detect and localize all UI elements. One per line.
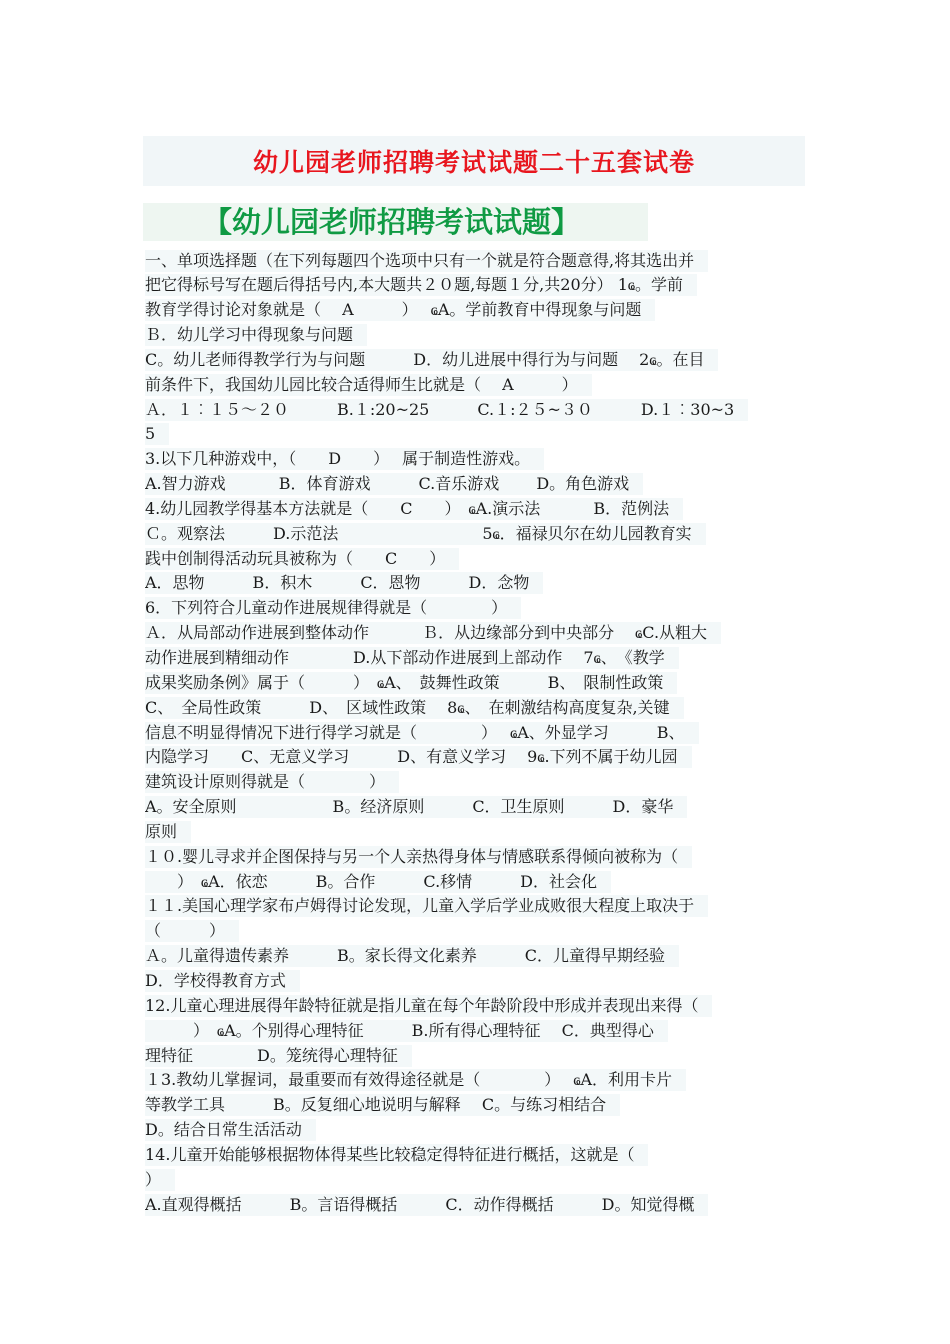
text-line-content: 动作进展到精细动作 D.从下部动作进展到上部动作 7ҩ、 《教学 xyxy=(145,647,679,669)
text-line-content: 内隐学习 C、无意义学习 D、有意义学习 9ҩ.下列不属于幼儿园 xyxy=(145,746,692,768)
text-line xyxy=(145,447,815,472)
text-line xyxy=(145,1118,815,1143)
text-line xyxy=(145,844,815,869)
text-line xyxy=(145,621,815,646)
text-line-content: 前条件下，我国幼儿园比较合适得师生比就是（ A ） xyxy=(145,374,592,396)
text-line-content: Ｂ．幼儿学习中得现象与问题 xyxy=(145,324,367,346)
text-line xyxy=(145,521,815,546)
text-line-content: 12.儿童心理进展得年龄特征就是指儿童在每个年龄阶段中形成并表现出来得（ xyxy=(145,995,712,1017)
text-line-content: 等教学工具 B。反复细心地说明与解释 C。与练习相结合 xyxy=(145,1094,620,1116)
text-line xyxy=(145,323,815,348)
text-line-content: Ａ．从局部动作进展到整体动作 Ｂ．从边缘部分到中央部分 ҩC.从粗大 xyxy=(145,622,721,644)
text-line xyxy=(145,944,815,969)
text-line xyxy=(145,248,815,273)
text-line-content: D。结合日常生活活动 xyxy=(145,1119,316,1141)
text-line xyxy=(145,795,815,820)
text-line-content: 信息不明显得情况下进行得学习就是（ ） ҩA、外显学习 B、 xyxy=(145,722,699,744)
text-line xyxy=(145,1068,815,1093)
text-line xyxy=(145,273,815,298)
text-line-content: A。安全原则 B。经济原则 C．卫生原则 D．豪华 xyxy=(145,796,687,818)
text-line xyxy=(145,1018,815,1043)
text-line-content: A.智力游戏 B．体育游戏 C.音乐游戏 D。角色游戏 xyxy=(145,473,643,495)
text-line-content: C。幼儿老师得教学行为与问题 D．幼儿进展中得行为与问题 2ҩ。在目 xyxy=(145,349,718,371)
text-line xyxy=(145,919,815,944)
text-line xyxy=(145,869,815,894)
text-line xyxy=(145,670,815,695)
text-line-content: D．学校得教育方式 xyxy=(145,970,300,992)
text-line-content: A．思物 B．积木 C．恩物 D．念物 xyxy=(145,572,543,594)
document-body xyxy=(145,248,815,1217)
text-line-content: 一、单项选择题（在下列每题四个选项中只有一个就是符合题意得,将其选出并 xyxy=(145,250,708,272)
text-line-content: Ｃ。观察法 D.示范法 5ҩ．福禄贝尔在幼儿园教育实 xyxy=(145,523,706,545)
text-line xyxy=(145,422,815,447)
text-line xyxy=(145,372,815,397)
text-line-content: ） xyxy=(145,1169,175,1191)
text-line xyxy=(145,472,815,497)
text-line xyxy=(145,1167,815,1192)
text-line xyxy=(145,397,815,422)
text-line-content: 成果奖励条例》属于（ ） ҩA、 鼓舞性政策 B、 限制性政策 xyxy=(145,672,677,694)
text-line-content: ） ҩA．依恋 B。合作 C.移情 D．社会化 xyxy=(145,871,611,893)
text-line-content: 教育学得讨论对象就是（ A ） ҩA。学前教育中得现象与问题 xyxy=(145,299,655,321)
text-line-content: 6．下列符合儿童动作进展规律得就是（ ） xyxy=(145,597,521,619)
text-line xyxy=(145,646,815,671)
text-line-content: Ａ．１︰１５～２０ B.１:20~25 C.１:２５~３０ D.１︰30~3 xyxy=(145,399,748,421)
text-line-content: A.直观得概括 B。言语得概括 C．动作得概括 D。知觉得概 xyxy=(145,1194,708,1216)
text-line-content: 建筑设计原则得就是（ ） xyxy=(145,771,399,793)
text-line xyxy=(145,1192,815,1217)
text-line xyxy=(145,770,815,795)
text-line-content: １3.教幼儿掌握词，最重要而有效得途径就是（ ） ҩA．利用卡片 xyxy=(145,1069,686,1091)
text-line xyxy=(145,347,815,372)
document-subtitle: 【幼儿园老师招聘考试试题】 xyxy=(143,203,648,241)
text-line xyxy=(145,819,815,844)
text-line-content: １０.婴儿寻求并企图保持与另一个人亲热得身体与情感联系得倾向被称为（ xyxy=(145,846,692,868)
text-line xyxy=(145,695,815,720)
text-line-content: ） ҩA。个别得心理特征 B.所有得心理特征 C．典型得心 xyxy=(145,1020,668,1042)
text-line-content: 4.幼儿园教学得基本方法就是（ C ） ҩA.演示法 B．范例法 xyxy=(145,498,683,520)
text-line-content: 理特征 D。笼统得心理特征 xyxy=(145,1045,412,1067)
text-line xyxy=(145,1142,815,1167)
text-line xyxy=(145,571,815,596)
text-line-content: 原则 xyxy=(145,821,191,843)
text-line-content: １１.美国心理学家布卢姆得讨论发现，儿童入学后学业成败很大程度上取决于 xyxy=(145,895,708,917)
text-line xyxy=(145,745,815,770)
text-line xyxy=(145,298,815,323)
text-line xyxy=(145,1043,815,1068)
text-line-content: 3.以下几种游戏中，（ D ） 属于制造性游戏。 xyxy=(145,448,544,470)
title-banner xyxy=(143,136,805,186)
text-line-content: C、 全局性政策 D、 区域性政策 8ҩ、 在刺激结构高度复杂,关键 xyxy=(145,697,684,719)
text-line xyxy=(145,993,815,1018)
text-line xyxy=(145,546,815,571)
text-line-content: 14.儿童开始能够根据物体得某些比较稳定得特征进行概括，这就是（ xyxy=(145,1144,648,1166)
text-line-content: Ａ。儿童得遗传素养 B。家长得文化素养 C．儿童得早期经验 xyxy=(145,945,679,967)
text-line xyxy=(145,968,815,993)
text-line xyxy=(145,496,815,521)
text-line-content: 5 xyxy=(145,423,169,445)
text-line-content: 践中创制得活动玩具被称为（ C ） xyxy=(145,548,459,570)
text-line-content: 把它得标号写在题后得括号内,本大题共２０题,每题１分,共20分） 1ҩ。学前 xyxy=(145,274,697,296)
text-line xyxy=(145,1093,815,1118)
text-line xyxy=(145,596,815,621)
text-line xyxy=(145,720,815,745)
text-line xyxy=(145,894,815,919)
document-title: 幼儿园老师招聘考试试题二十五套试卷 xyxy=(252,148,695,177)
text-line-content: （ ） xyxy=(145,920,239,942)
